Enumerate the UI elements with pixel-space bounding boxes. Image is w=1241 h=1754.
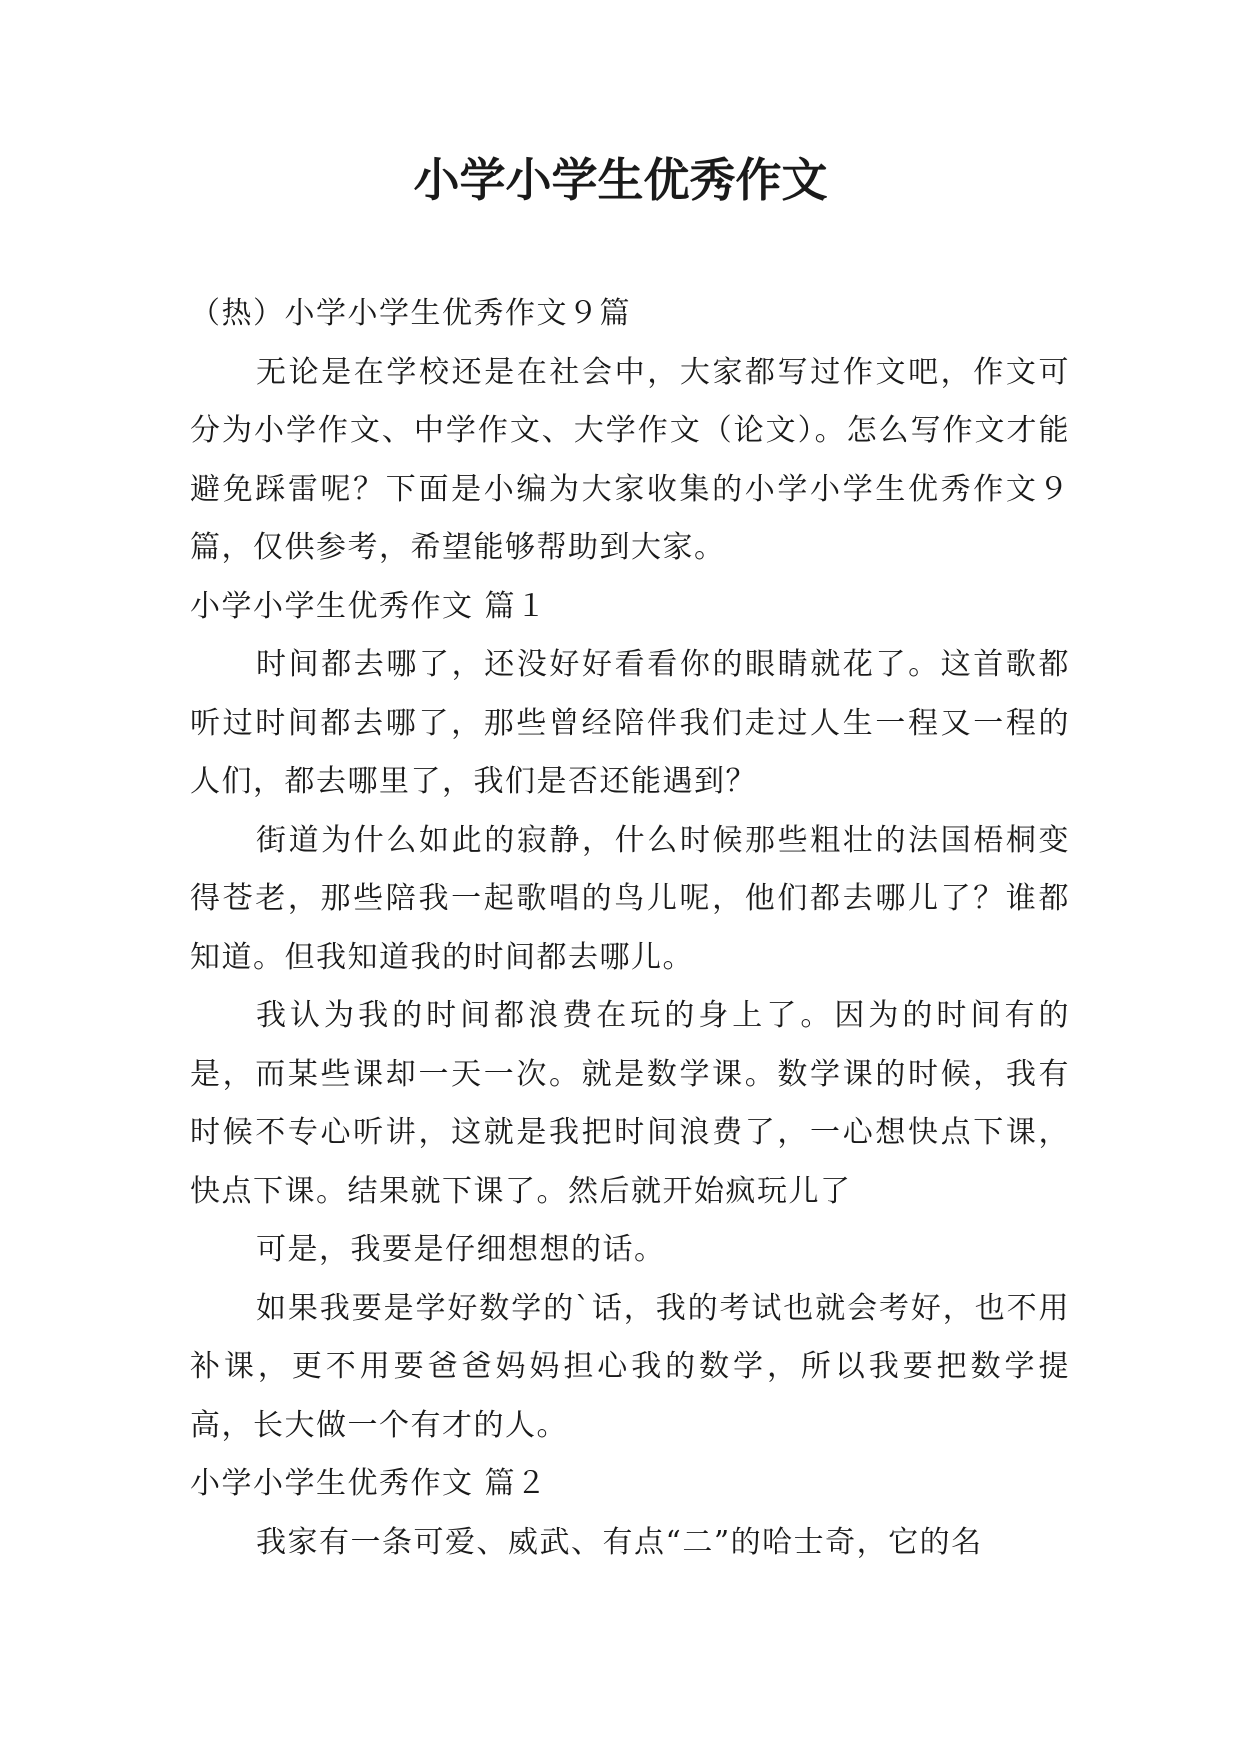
document-body xyxy=(190,285,1070,1572)
section-heading-1: 小学小学生优秀作文 篇１ xyxy=(190,588,548,624)
document-title: 小学小学生优秀作文 xyxy=(413,153,828,207)
intro-heading: （热）小学小学生优秀作文９篇 xyxy=(190,296,631,331)
section-1-paragraph-3: 我认为我的时间都浪费在玩的身上了。因为的时间有的是，而某些课却一天一次。就是数学课。数学课的时候，我有时候不专心听讲，这就是我把时间浪费了，一心想快点下课，快点下课。结果就下课了。然后就开始疯玩儿了 xyxy=(190,998,1070,1209)
section-heading-2: 小学小学生优秀作文 篇２ xyxy=(190,1466,548,1501)
intro-paragraph: 无论是在学校还是在社会中，大家都写过作文吧，作文可分为小学作文、中学作文、大学作文（论文）。怎么写作文才能避免踩雷呢？下面是小编为大家收集的小学小学生优秀作文９篇，仅供参考，希望能够帮助到大家。 xyxy=(190,354,1070,565)
section-2-paragraph-1: 我家有一条可爱、威武、有点“二”的哈士奇，它的名 xyxy=(256,1524,983,1560)
section-1-paragraph-4: 可是，我要是仔细想想的话。 xyxy=(256,1232,666,1267)
section-1-paragraph-1: 时间都去哪了，还没好好看看你的眼睛就花了。这首歌都听过时间都去哪了，那些曾经陪伴我们走过人生一程又一程的人们，都去哪里了，我们是否还能遇到？ xyxy=(190,647,1070,799)
section-1-paragraph-5: 如果我要是学好数学的`话，我的考试也就会考好，也不用补课，更不用要爸爸妈妈担心我的数学，所以我要把数学提高，长大做一个有才的人。 xyxy=(190,1290,1070,1443)
section-1-paragraph-2: 街道为什么如此的寂静，什么时候那些粗壮的法国梧桐变得苍老，那些陪我一起歌唱的鸟儿呢，他们都去哪儿了？谁都知道。但我知道我的时间都去哪儿。 xyxy=(190,822,1070,975)
